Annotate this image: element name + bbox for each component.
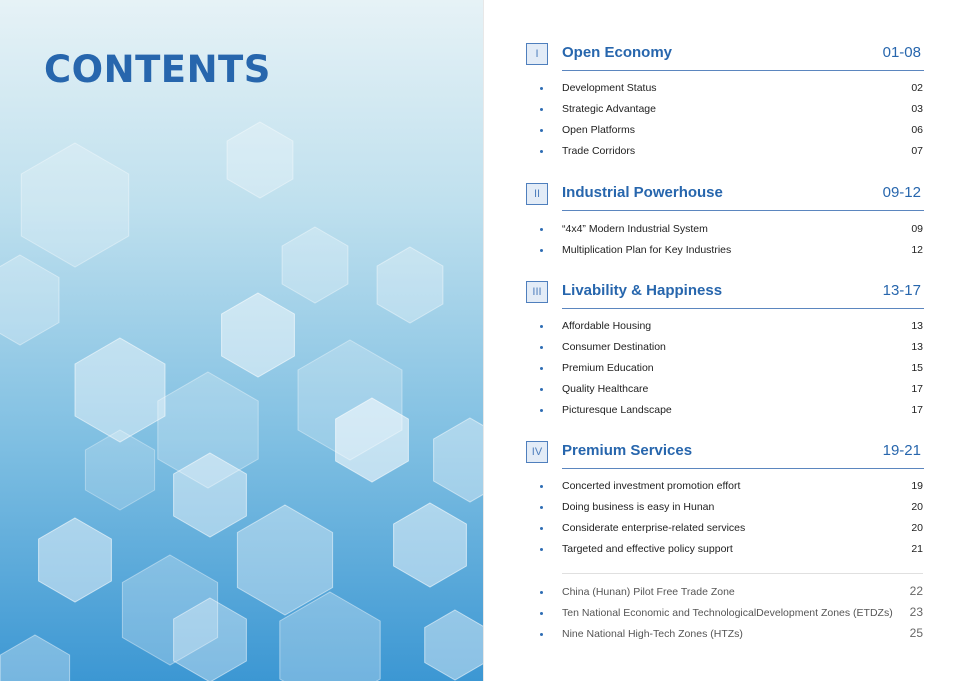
toc-extra-label: Nine National High-Tech Zones (HTZs) — [562, 628, 743, 640]
contents-heading: CONTENTS — [44, 48, 271, 91]
toc-extra-item[interactable] — [526, 585, 923, 601]
hexagon-shape — [394, 503, 467, 587]
hexagon-pattern — [0, 0, 483, 681]
toc-item-label: Trade Corridors — [562, 145, 636, 157]
bullet-icon — [540, 129, 543, 132]
toc-item-label: “4x4” Modern Industrial System — [562, 223, 708, 235]
toc-item-label: Consumer Destination — [562, 341, 666, 353]
section-rule — [562, 468, 924, 469]
section-title: Industrial Powerhouse — [562, 184, 723, 201]
toc-item[interactable] — [526, 222, 923, 238]
section-numeral-badge: I — [526, 43, 548, 65]
bullet-icon — [540, 548, 543, 551]
toc-extra-item[interactable] — [526, 627, 923, 643]
toc-item[interactable] — [526, 542, 923, 558]
toc-item-label: Quality Healthcare — [562, 383, 649, 395]
toc-item[interactable] — [526, 403, 923, 419]
toc-item-label: Concerted investment promotion effort — [562, 480, 741, 492]
bullet-icon — [540, 591, 543, 594]
toc-item[interactable] — [526, 361, 923, 377]
bullet-icon — [540, 527, 543, 530]
section-numeral-badge: II — [526, 183, 548, 205]
bullet-icon — [540, 367, 543, 370]
toc-item-page: 13 — [911, 341, 923, 353]
toc-item-label: Affordable Housing — [562, 320, 652, 332]
toc-extra-page: 22 — [909, 584, 923, 598]
section-rule — [562, 308, 924, 309]
toc-item-page: 07 — [911, 145, 923, 157]
section-title: Premium Services — [562, 442, 693, 459]
bullet-icon — [540, 409, 543, 412]
hexagon-shape — [0, 255, 59, 345]
section-rule — [562, 70, 924, 71]
hexagon-shape — [434, 418, 483, 502]
toc-item-label: Doing business is easy in Hunan — [562, 501, 715, 513]
toc-item-label: Multiplication Plan for Key Industries — [562, 244, 732, 256]
section-rule — [562, 210, 924, 211]
section-numeral-badge: III — [526, 281, 548, 303]
bullet-icon — [540, 388, 543, 391]
toc-item-page: 03 — [911, 103, 923, 115]
toc-item[interactable] — [526, 243, 923, 259]
section-header[interactable] — [526, 441, 924, 467]
bullet-icon — [540, 325, 543, 328]
toc-extra-label: Ten National Economic and TechnologicalDevelopment Zones (ETDZs) — [562, 607, 893, 619]
bullet-icon — [540, 249, 543, 252]
toc-extra-page: 23 — [909, 605, 923, 619]
toc-item[interactable] — [526, 479, 923, 495]
toc-item[interactable] — [526, 521, 923, 537]
toc-extra-page: 25 — [909, 626, 923, 640]
section-page-range: 01-08 — [882, 44, 921, 61]
section-page-range: 09-12 — [882, 184, 921, 201]
toc-item-label: Strategic Advantage — [562, 103, 656, 115]
hexagon-shape — [39, 518, 112, 602]
toc-panel — [483, 0, 967, 681]
toc-item-page: 12 — [911, 244, 923, 256]
section-page-range: 13-17 — [882, 282, 921, 299]
bullet-icon — [540, 87, 543, 90]
bullet-icon — [540, 228, 543, 231]
bullet-icon — [540, 150, 543, 153]
section-title: Livability & Happiness — [562, 282, 723, 299]
divider — [562, 573, 923, 574]
toc-item-page: 19 — [911, 480, 923, 492]
bullet-icon — [540, 346, 543, 349]
toc-item-page: 17 — [911, 404, 923, 416]
toc-item[interactable] — [526, 340, 923, 356]
toc-item[interactable] — [526, 319, 923, 335]
hexagon-shape — [222, 293, 295, 377]
toc-item-page: 09 — [911, 223, 923, 235]
toc-item-page: 20 — [911, 501, 923, 513]
toc-item-label: Considerate enterprise-related services — [562, 522, 746, 534]
section-page-range: 19-21 — [882, 442, 921, 459]
toc-item-label: Open Platforms — [562, 124, 635, 136]
toc-item-label: Picturesque Landscape — [562, 404, 672, 416]
toc-item-label: Targeted and effective policy support — [562, 543, 733, 555]
toc-item-page: 13 — [911, 320, 923, 332]
bullet-icon — [540, 485, 543, 488]
toc-item-label: Premium Education — [562, 362, 654, 374]
hexagon-shape — [377, 247, 443, 323]
bullet-icon — [540, 506, 543, 509]
hexagon-shape — [85, 430, 154, 510]
toc-item[interactable] — [526, 123, 923, 139]
hexagon-shape — [425, 610, 483, 680]
toc-item[interactable] — [526, 382, 923, 398]
cover-panel — [0, 0, 483, 681]
toc-item[interactable] — [526, 500, 923, 516]
bullet-icon — [540, 108, 543, 111]
toc-item[interactable] — [526, 144, 923, 160]
hexagon-shape — [282, 227, 348, 303]
toc-item-page: 20 — [911, 522, 923, 534]
section-header[interactable] — [526, 183, 924, 209]
toc-item[interactable] — [526, 102, 923, 118]
bullet-icon — [540, 633, 543, 636]
bullet-icon — [540, 612, 543, 615]
hexagon-shape — [21, 143, 128, 267]
toc-item-page: 21 — [911, 543, 923, 555]
toc-item[interactable] — [526, 81, 923, 97]
hexagon-shape — [0, 635, 69, 681]
toc-item-page: 17 — [911, 383, 923, 395]
section-numeral-badge: IV — [526, 441, 548, 463]
toc-item-label: Development Status — [562, 82, 657, 94]
toc-extra-item[interactable] — [526, 606, 923, 622]
section-title: Open Economy — [562, 44, 673, 61]
toc-item-page: 06 — [911, 124, 923, 136]
hexagon-shape — [227, 122, 293, 198]
section-header[interactable] — [526, 281, 924, 307]
toc-item-page: 15 — [911, 362, 923, 374]
hexagon-shape — [75, 338, 165, 442]
toc-item-page: 02 — [911, 82, 923, 94]
toc-extra-label: China (Hunan) Pilot Free Trade Zone — [562, 586, 735, 598]
section-header[interactable] — [526, 43, 924, 69]
